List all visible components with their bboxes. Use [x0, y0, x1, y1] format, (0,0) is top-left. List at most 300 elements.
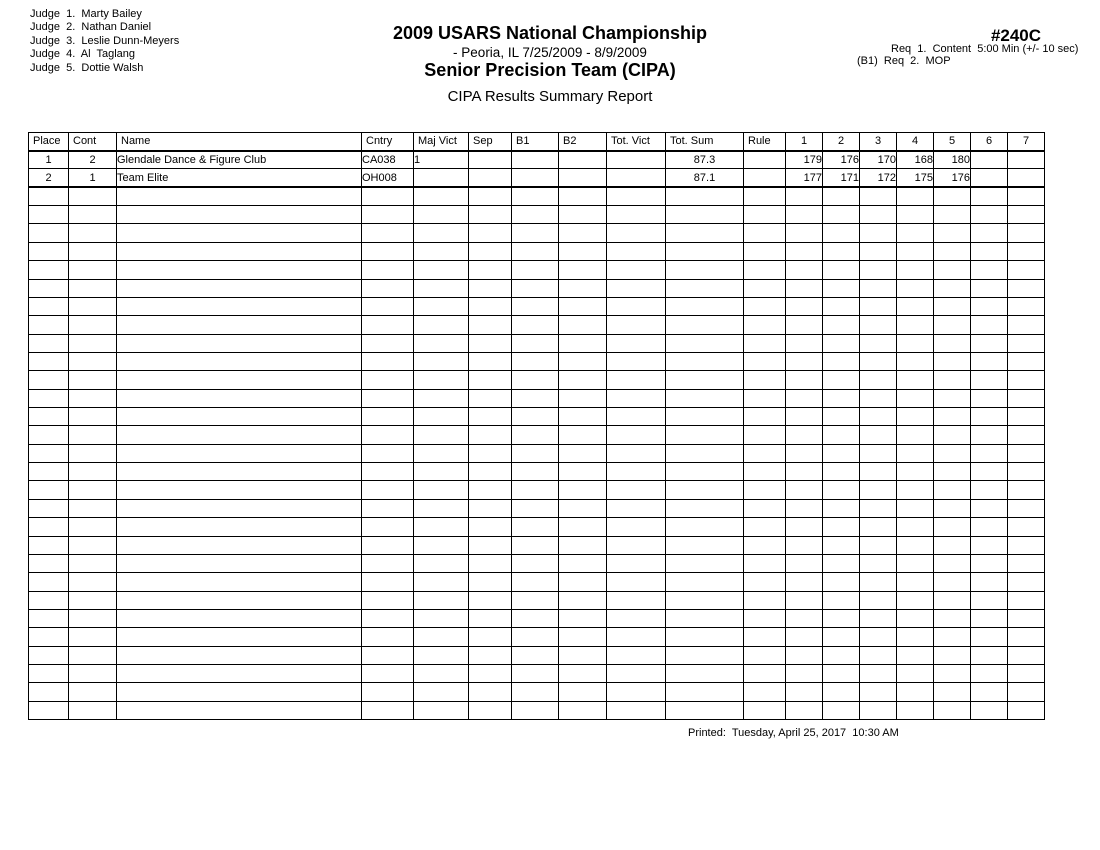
- table-cell: [860, 187, 897, 205]
- table-cell: [823, 481, 860, 499]
- table-cell: [117, 187, 362, 205]
- table-cell: [897, 518, 934, 536]
- table-cell: [117, 224, 362, 242]
- table-cell: [29, 628, 69, 646]
- table-cell: [744, 499, 786, 517]
- table-cell: [607, 628, 666, 646]
- table-cell: [744, 646, 786, 664]
- table-cell: [512, 701, 559, 719]
- table-cell: [512, 261, 559, 279]
- table-cell: [607, 609, 666, 627]
- table-cell: [860, 408, 897, 426]
- table-cell: [934, 499, 971, 517]
- table-cell: [971, 701, 1008, 719]
- table-cell: [469, 499, 512, 517]
- table-cell: [559, 206, 607, 224]
- table-row: [29, 169, 1045, 187]
- table-cell: [860, 444, 897, 462]
- table-row-empty: [29, 536, 1045, 554]
- table-cell: [414, 536, 469, 554]
- table-cell: [744, 408, 786, 426]
- table-cell: [744, 554, 786, 572]
- table-cell: [971, 352, 1008, 370]
- table-cell: [860, 334, 897, 352]
- table-cell: [786, 316, 823, 334]
- table-cell: [512, 206, 559, 224]
- table-cell: [860, 573, 897, 591]
- table-cell: [666, 481, 744, 499]
- table-cell: [559, 591, 607, 609]
- table-cell: [786, 499, 823, 517]
- table-cell: [1008, 701, 1045, 719]
- report-subtitle: CIPA Results Summary Report: [447, 88, 653, 105]
- table-cell: [897, 242, 934, 260]
- table-cell: [823, 371, 860, 389]
- table-cell: 1: [414, 151, 469, 169]
- table-cell: [786, 701, 823, 719]
- table-cell: [69, 628, 117, 646]
- table-cell: [117, 352, 362, 370]
- table-cell: [860, 261, 897, 279]
- table-cell: [744, 573, 786, 591]
- table-cell: [666, 499, 744, 517]
- table-cell: 171: [823, 169, 860, 187]
- table-cell: [666, 463, 744, 481]
- table-cell: [559, 242, 607, 260]
- table-cell: [971, 665, 1008, 683]
- table-cell: [607, 573, 666, 591]
- table-cell: [1008, 609, 1045, 627]
- table-cell: [971, 683, 1008, 701]
- table-cell: 172: [860, 169, 897, 187]
- table-cell: [559, 609, 607, 627]
- table-cell: [823, 536, 860, 554]
- table-cell: [786, 518, 823, 536]
- table-cell: [362, 371, 414, 389]
- table-cell: [559, 518, 607, 536]
- table-cell: [897, 316, 934, 334]
- table-cell: [934, 554, 971, 572]
- table-cell: [607, 242, 666, 260]
- table-cell: [860, 463, 897, 481]
- table-cell: [897, 352, 934, 370]
- table-cell: [744, 151, 786, 169]
- column-header-name: Name: [117, 133, 362, 151]
- table-cell: [971, 389, 1008, 407]
- table-cell: [897, 701, 934, 719]
- table-cell: [512, 352, 559, 370]
- table-cell: [934, 261, 971, 279]
- table-cell: [786, 242, 823, 260]
- table-cell: [414, 279, 469, 297]
- table-cell: [744, 426, 786, 444]
- table-cell: [744, 444, 786, 462]
- table-cell: [512, 444, 559, 462]
- table-cell: [469, 389, 512, 407]
- table-cell: [559, 352, 607, 370]
- table-row-empty: [29, 609, 1045, 627]
- table-row-empty: [29, 261, 1045, 279]
- results-table-body: [29, 151, 1045, 720]
- table-cell: [469, 628, 512, 646]
- table-cell: [69, 499, 117, 517]
- table-cell: [971, 609, 1008, 627]
- table-cell: [117, 683, 362, 701]
- table-cell: [823, 444, 860, 462]
- table-cell: [362, 481, 414, 499]
- table-cell: [559, 408, 607, 426]
- table-cell: [934, 665, 971, 683]
- table-cell: [607, 261, 666, 279]
- table-cell: [69, 187, 117, 205]
- table-cell: [897, 573, 934, 591]
- table-cell: [744, 334, 786, 352]
- table-cell: [414, 665, 469, 683]
- table-cell: [897, 499, 934, 517]
- table-cell: [117, 646, 362, 664]
- table-row-empty: [29, 408, 1045, 426]
- table-cell: [117, 242, 362, 260]
- table-cell: [934, 591, 971, 609]
- table-cell: [786, 536, 823, 554]
- results-table: [28, 132, 1045, 720]
- table-cell: [469, 206, 512, 224]
- table-cell: [362, 701, 414, 719]
- column-header-3: 3: [860, 133, 897, 151]
- table-cell: [559, 665, 607, 683]
- table-cell: [559, 499, 607, 517]
- table-cell: [607, 481, 666, 499]
- table-cell: [607, 316, 666, 334]
- table-cell: [823, 573, 860, 591]
- table-cell: [971, 316, 1008, 334]
- table-cell: [29, 297, 69, 315]
- table-cell: [666, 609, 744, 627]
- table-cell: [971, 169, 1008, 187]
- table-cell: [69, 701, 117, 719]
- table-cell: [860, 297, 897, 315]
- table-cell: [414, 463, 469, 481]
- printed-timestamp: Printed: Tuesday, April 25, 2017 10:30 AM: [688, 727, 899, 739]
- table-cell: [897, 389, 934, 407]
- table-cell: [607, 701, 666, 719]
- table-cell: [512, 463, 559, 481]
- table-cell: [117, 518, 362, 536]
- table-cell: 177: [786, 169, 823, 187]
- table-cell: [559, 389, 607, 407]
- table-cell: [469, 609, 512, 627]
- table-cell: [786, 628, 823, 646]
- table-cell: [897, 371, 934, 389]
- table-row-empty: [29, 683, 1045, 701]
- table-cell: [469, 334, 512, 352]
- table-cell: [666, 371, 744, 389]
- judge-entry: Judge 2. Nathan Daniel: [30, 21, 152, 34]
- table-cell: [744, 371, 786, 389]
- table-cell: [69, 334, 117, 352]
- table-cell: [469, 683, 512, 701]
- table-cell: [666, 242, 744, 260]
- table-cell: [971, 573, 1008, 591]
- table-cell: [414, 206, 469, 224]
- table-cell: [823, 701, 860, 719]
- table-cell: [69, 261, 117, 279]
- table-cell: [666, 665, 744, 683]
- table-cell: [117, 408, 362, 426]
- table-cell: [607, 151, 666, 169]
- table-cell: [786, 187, 823, 205]
- table-cell: [117, 389, 362, 407]
- table-cell: [69, 316, 117, 334]
- table-cell: [607, 554, 666, 572]
- table-cell: [559, 334, 607, 352]
- table-cell: [786, 426, 823, 444]
- table-cell: [934, 371, 971, 389]
- table-cell: [823, 242, 860, 260]
- table-row-empty: [29, 389, 1045, 407]
- table-cell: [744, 609, 786, 627]
- table-cell: [1008, 518, 1045, 536]
- table-cell: [414, 224, 469, 242]
- table-cell: [469, 518, 512, 536]
- table-cell: [823, 389, 860, 407]
- table-cell: [69, 426, 117, 444]
- table-cell: [860, 242, 897, 260]
- table-row-empty: [29, 463, 1045, 481]
- requirement-1: Req 1. Content 5:00 Min (+/- 10 sec): [891, 43, 1079, 55]
- table-cell: [666, 646, 744, 664]
- table-cell: [607, 352, 666, 370]
- table-cell: [414, 444, 469, 462]
- table-cell: [786, 609, 823, 627]
- table-cell: [823, 408, 860, 426]
- table-cell: [1008, 297, 1045, 315]
- table-cell: [362, 628, 414, 646]
- table-row-empty: [29, 316, 1045, 334]
- table-cell: [1008, 389, 1045, 407]
- table-cell: [666, 279, 744, 297]
- table-cell: [469, 665, 512, 683]
- table-cell: [362, 408, 414, 426]
- table-cell: [414, 701, 469, 719]
- table-cell: [362, 426, 414, 444]
- table-cell: [69, 481, 117, 499]
- table-cell: [69, 536, 117, 554]
- table-cell: [971, 499, 1008, 517]
- table-cell: [971, 371, 1008, 389]
- table-cell: [29, 352, 69, 370]
- table-cell: [744, 242, 786, 260]
- table-cell: [666, 352, 744, 370]
- table-cell: [934, 279, 971, 297]
- judge-entry: Judge 1. Marty Bailey: [30, 8, 142, 20]
- table-cell: [69, 279, 117, 297]
- table-cell: [414, 481, 469, 499]
- table-cell: [559, 481, 607, 499]
- table-cell: 1: [29, 151, 69, 169]
- table-cell: [1008, 683, 1045, 701]
- table-cell: [414, 371, 469, 389]
- column-header-6: 6: [971, 133, 1008, 151]
- table-cell: [1008, 426, 1045, 444]
- table-cell: [512, 646, 559, 664]
- table-cell: [117, 573, 362, 591]
- table-cell: 2: [69, 151, 117, 169]
- table-row-empty: [29, 187, 1045, 205]
- table-cell: [469, 151, 512, 169]
- table-cell: [362, 242, 414, 260]
- table-cell: OH008: [362, 169, 414, 187]
- table-cell: [362, 499, 414, 517]
- table-cell: [786, 224, 823, 242]
- table-cell: [362, 665, 414, 683]
- table-cell: [823, 628, 860, 646]
- table-row: [29, 151, 1045, 169]
- table-cell: [934, 408, 971, 426]
- column-header-4: 4: [897, 133, 934, 151]
- table-cell: [469, 426, 512, 444]
- table-cell: [934, 646, 971, 664]
- table-cell: [860, 536, 897, 554]
- table-cell: [897, 279, 934, 297]
- table-cell: [823, 224, 860, 242]
- table-cell: [69, 224, 117, 242]
- table-cell: [29, 316, 69, 334]
- table-cell: [971, 646, 1008, 664]
- table-cell: [607, 426, 666, 444]
- table-cell: [469, 316, 512, 334]
- table-row-empty: [29, 646, 1045, 664]
- table-cell: [1008, 242, 1045, 260]
- table-cell: [607, 518, 666, 536]
- table-cell: [744, 206, 786, 224]
- table-cell: [69, 352, 117, 370]
- table-cell: [823, 261, 860, 279]
- table-cell: [934, 701, 971, 719]
- table-cell: [29, 591, 69, 609]
- table-cell: [559, 279, 607, 297]
- table-cell: [1008, 371, 1045, 389]
- table-cell: [69, 683, 117, 701]
- table-cell: [971, 187, 1008, 205]
- table-cell: [934, 463, 971, 481]
- table-cell: [362, 389, 414, 407]
- table-cell: [934, 242, 971, 260]
- table-cell: [607, 187, 666, 205]
- table-cell: [512, 371, 559, 389]
- table-cell: [512, 683, 559, 701]
- table-cell: [1008, 187, 1045, 205]
- table-row-empty: [29, 334, 1045, 352]
- table-cell: [934, 628, 971, 646]
- table-cell: [559, 187, 607, 205]
- table-cell: [69, 242, 117, 260]
- table-cell: [823, 352, 860, 370]
- table-cell: [666, 261, 744, 279]
- table-cell: [607, 499, 666, 517]
- table-cell: [362, 554, 414, 572]
- table-cell: [1008, 628, 1045, 646]
- table-cell: [117, 279, 362, 297]
- table-cell: [971, 297, 1008, 315]
- table-cell: [414, 554, 469, 572]
- table-cell: [362, 646, 414, 664]
- table-cell: [117, 463, 362, 481]
- column-header-cont: Cont: [69, 133, 117, 151]
- table-cell: [117, 609, 362, 627]
- table-cell: [29, 224, 69, 242]
- table-cell: [823, 187, 860, 205]
- table-cell: [823, 463, 860, 481]
- table-row-empty: [29, 426, 1045, 444]
- table-cell: [117, 334, 362, 352]
- table-cell: [897, 481, 934, 499]
- table-cell: [823, 554, 860, 572]
- table-cell: [897, 591, 934, 609]
- table-cell: [29, 536, 69, 554]
- table-cell: [512, 224, 559, 242]
- table-cell: [29, 665, 69, 683]
- table-cell: [934, 187, 971, 205]
- table-cell: [69, 518, 117, 536]
- table-cell: [934, 316, 971, 334]
- table-row-empty: [29, 573, 1045, 591]
- table-cell: [897, 206, 934, 224]
- table-cell: [971, 224, 1008, 242]
- table-cell: [666, 701, 744, 719]
- table-cell: [897, 609, 934, 627]
- table-cell: [897, 463, 934, 481]
- table-cell: [607, 389, 666, 407]
- table-cell: [897, 426, 934, 444]
- table-cell: [971, 408, 1008, 426]
- table-cell: [971, 481, 1008, 499]
- table-cell: 1: [69, 169, 117, 187]
- table-row-empty: [29, 371, 1045, 389]
- table-cell: [666, 536, 744, 554]
- table-cell: [607, 297, 666, 315]
- table-cell: [1008, 554, 1045, 572]
- table-cell: [897, 554, 934, 572]
- table-cell: [362, 297, 414, 315]
- column-header-7: 7: [1008, 133, 1045, 151]
- table-cell: [1008, 224, 1045, 242]
- table-cell: [512, 279, 559, 297]
- table-cell: 168: [897, 151, 934, 169]
- table-cell: [414, 334, 469, 352]
- column-header-place: Place: [29, 133, 69, 151]
- table-cell: [512, 187, 559, 205]
- table-cell: [559, 169, 607, 187]
- table-cell: [971, 628, 1008, 646]
- table-cell: [786, 334, 823, 352]
- table-cell: [744, 316, 786, 334]
- table-cell: [117, 628, 362, 646]
- table-cell: [897, 261, 934, 279]
- column-header-5: 5: [934, 133, 971, 151]
- table-cell: [29, 701, 69, 719]
- table-cell: [512, 665, 559, 683]
- column-header-1: 1: [786, 133, 823, 151]
- table-cell: [860, 646, 897, 664]
- table-cell: [559, 297, 607, 315]
- table-cell: [117, 316, 362, 334]
- table-cell: [559, 151, 607, 169]
- table-cell: [69, 554, 117, 572]
- table-cell: [117, 444, 362, 462]
- table-cell: [29, 444, 69, 462]
- table-cell: [786, 408, 823, 426]
